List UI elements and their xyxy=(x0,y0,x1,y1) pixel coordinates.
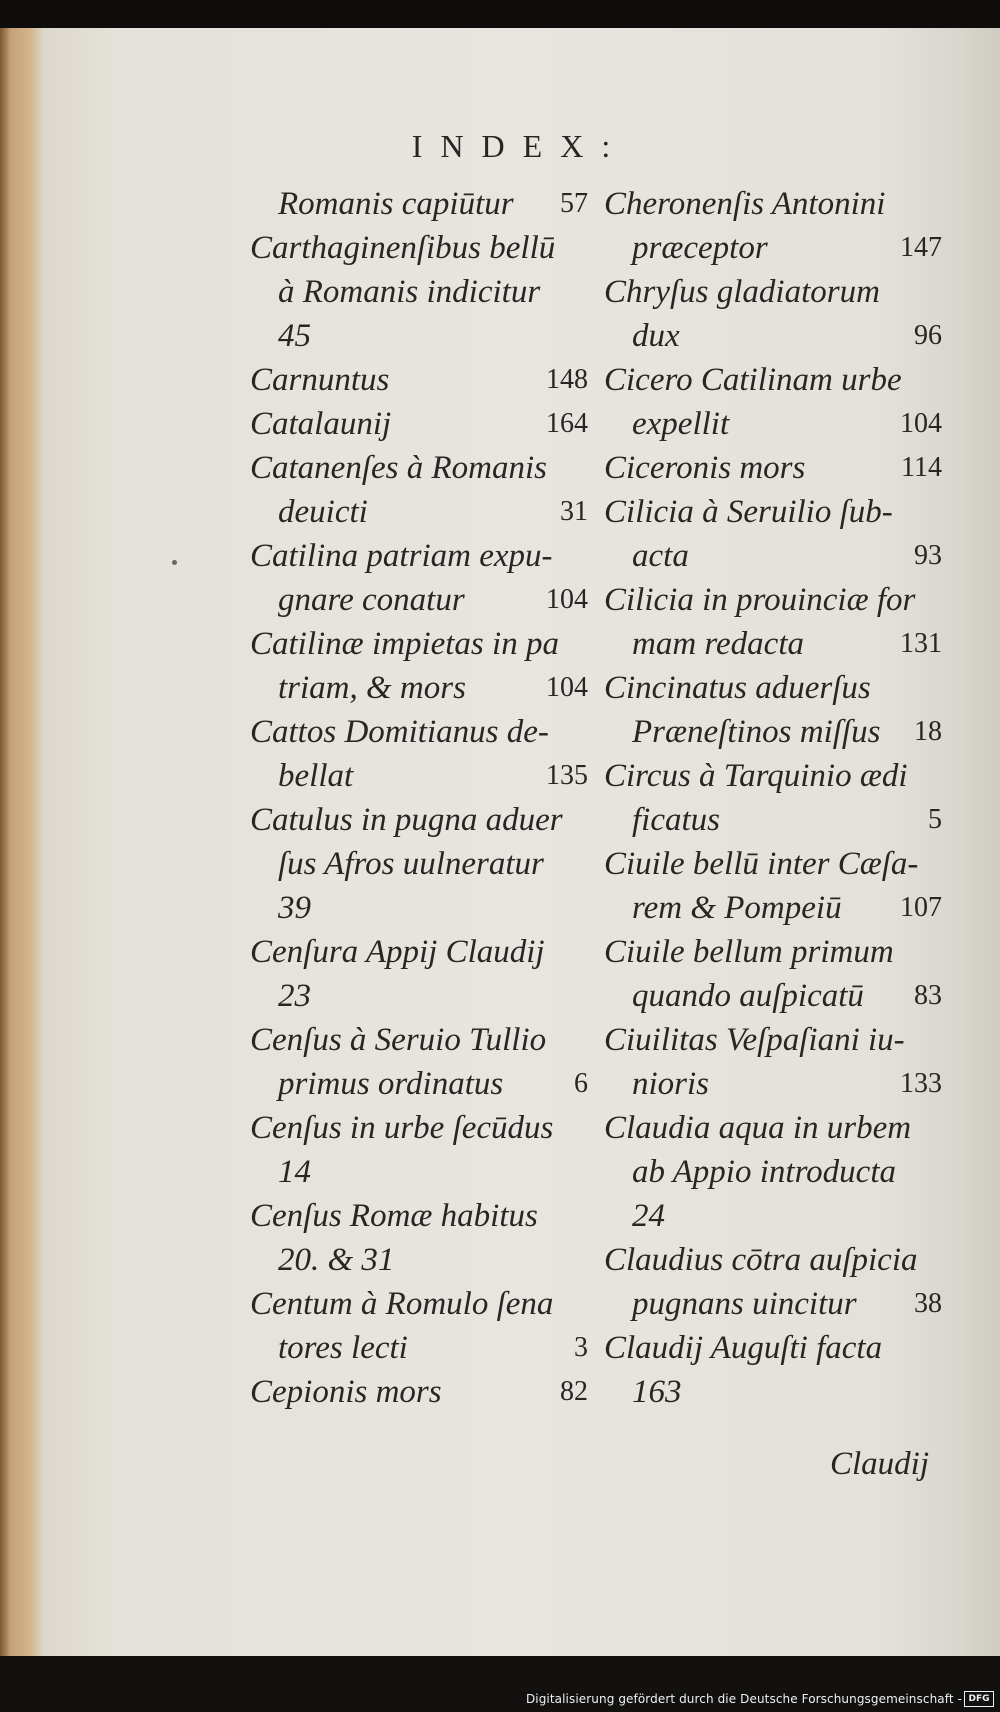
entry-text: acta xyxy=(632,538,689,574)
index-entry xyxy=(604,1018,944,1062)
index-entry xyxy=(604,1106,944,1150)
index-entry xyxy=(604,974,944,1018)
index-entry xyxy=(604,1282,944,1326)
entry-text: expellit xyxy=(632,406,730,442)
index-entry xyxy=(604,710,944,754)
entry-text: Carnuntus xyxy=(250,362,390,398)
index-entry xyxy=(250,578,590,622)
dfg-logo: DFG xyxy=(964,1691,994,1707)
index-entry xyxy=(250,974,590,1018)
entry-page-number: 104 xyxy=(546,672,588,703)
entry-page-number: 96 xyxy=(914,320,942,351)
index-entry xyxy=(604,182,944,226)
entry-page-number: 114 xyxy=(901,452,942,483)
entry-text: 20. & 31 xyxy=(278,1242,395,1278)
entry-text: Claudius cōtra auſpicia xyxy=(604,1242,918,1278)
entry-text: deuicti xyxy=(278,494,368,530)
entry-page-number: 148 xyxy=(546,364,588,395)
index-entry xyxy=(604,886,944,930)
index-entry xyxy=(250,1062,590,1106)
index-entry xyxy=(250,754,590,798)
entry-text: ſus Afros uulneratur xyxy=(278,846,544,882)
index-entry xyxy=(604,1326,944,1370)
entry-text: Cilicia in prouinciæ for xyxy=(604,582,916,618)
entry-text: Ciuilitas Veſpaſiani iu- xyxy=(604,1022,905,1058)
entry-page-number: 93 xyxy=(914,540,942,571)
index-entry xyxy=(250,1018,590,1062)
entry-text: Cattos Domitianus de- xyxy=(250,714,549,750)
entry-page-number: 57 xyxy=(560,188,588,219)
entry-text: nioris xyxy=(632,1066,710,1102)
index-entry xyxy=(604,314,944,358)
entry-page-number: 83 xyxy=(914,980,942,1011)
index-entry xyxy=(250,490,590,534)
entry-text: Cenſura Appij Claudij xyxy=(250,934,545,970)
entry-page-number: 147 xyxy=(900,232,942,263)
index-entry xyxy=(604,534,944,578)
entry-text: Cenſus à Seruio Tullio xyxy=(250,1022,547,1058)
entry-text: Cicero Catilinam urbe xyxy=(604,362,902,398)
entry-page-number: 82 xyxy=(560,1376,588,1407)
entry-text: 45 xyxy=(278,318,311,354)
index-entry xyxy=(250,1238,590,1282)
entry-text: primus ordinatus xyxy=(278,1066,504,1102)
index-entry xyxy=(250,1326,590,1370)
entry-page-number: 104 xyxy=(546,584,588,615)
index-entry xyxy=(604,1238,944,1282)
index-entry xyxy=(604,270,944,314)
index-entry xyxy=(250,1194,590,1238)
entry-text: 39 xyxy=(278,890,311,926)
entry-text: rem & Pompeiū xyxy=(632,890,842,926)
index-entry xyxy=(604,798,944,842)
index-entry xyxy=(250,930,590,974)
entry-text: 163 xyxy=(632,1374,682,1410)
entry-text: tores lecti xyxy=(278,1330,408,1366)
index-entry xyxy=(250,710,590,754)
index-entry xyxy=(250,270,590,314)
entry-page-number: 18 xyxy=(914,716,942,747)
entry-text: Cepionis mors xyxy=(250,1374,442,1410)
index-entry xyxy=(250,358,590,402)
entry-text: dux xyxy=(632,318,680,354)
entry-text: Romanis capiūtur xyxy=(278,186,514,222)
ink-speck xyxy=(172,560,177,565)
index-entry xyxy=(250,534,590,578)
index-entry xyxy=(604,842,944,886)
index-entry xyxy=(604,578,944,622)
entry-text: pugnans uincitur xyxy=(632,1286,857,1322)
entry-text: bellat xyxy=(278,758,354,794)
page-title: INDEX: xyxy=(411,128,629,164)
entry-text: Catulus in pugna aduer xyxy=(250,802,563,838)
entry-page-number: 6 xyxy=(574,1068,588,1099)
index-entry xyxy=(604,490,944,534)
entry-text: triam, & mors xyxy=(278,670,466,706)
entry-page-number: 5 xyxy=(928,804,942,835)
index-entry xyxy=(250,798,590,842)
entry-text: Cenſus in urbe ſecūdus xyxy=(250,1110,554,1146)
entry-text: Cilicia à Seruilio ſub- xyxy=(604,494,893,530)
entry-page-number: 3 xyxy=(574,1332,588,1363)
entry-text: 23 xyxy=(278,978,311,1014)
index-entry xyxy=(604,358,944,402)
index-entry xyxy=(250,1370,590,1414)
entry-text: Circus à Tarquinio ædi xyxy=(604,758,908,794)
index-entry xyxy=(604,1062,944,1106)
entry-text: Cincinatus aduerſus xyxy=(604,670,871,706)
entry-text: quando auſpicatū xyxy=(632,978,864,1014)
entry-text: Chryſus gladiatorum xyxy=(604,274,880,310)
entry-page-number: 133 xyxy=(900,1068,942,1099)
index-entry xyxy=(250,1106,590,1150)
index-entry xyxy=(250,1150,590,1194)
entry-page-number: 135 xyxy=(546,760,588,791)
entry-text: 14 xyxy=(278,1154,311,1190)
entry-text: Præneſtinos miſſus xyxy=(632,714,881,750)
index-entry xyxy=(250,1282,590,1326)
entry-text: Catilinæ impietas in pa xyxy=(250,626,559,662)
entry-text: Catanenſes à Romanis xyxy=(250,450,547,486)
index-entry xyxy=(250,446,590,490)
index-entry xyxy=(604,1194,944,1238)
index-entry xyxy=(604,1370,944,1414)
index-entry xyxy=(604,402,944,446)
entry-text: 24 xyxy=(632,1198,665,1234)
entry-text: Ciceronis mors xyxy=(604,450,806,486)
entry-text: gnare conatur xyxy=(278,582,465,618)
entry-text: Centum à Romulo ſena xyxy=(250,1286,554,1322)
entry-text: Claudia aqua in urbem xyxy=(604,1110,912,1146)
entry-text: Claudij Auguſti facta xyxy=(604,1330,883,1366)
entry-text: Ciuile bellū inter Cæſa- xyxy=(604,846,919,882)
entry-text: ficatus xyxy=(632,802,720,838)
index-entry xyxy=(250,666,590,710)
entry-text: à Romanis indicitur xyxy=(278,274,541,310)
index-entry xyxy=(604,666,944,710)
entry-text: ab Appio introducta xyxy=(632,1154,896,1190)
index-entry xyxy=(604,446,944,490)
footer-credit: Digitalisierung gefördert durch die Deutsche Forschungsgemeinschaft - xyxy=(525,1692,962,1706)
entry-page-number: 38 xyxy=(914,1288,942,1319)
index-entry xyxy=(250,886,590,930)
index-entry xyxy=(604,1150,944,1194)
index-entry xyxy=(250,402,590,446)
index-entry xyxy=(250,622,590,666)
entry-page-number: 131 xyxy=(900,628,942,659)
entry-text: Ciuile bellum primum xyxy=(604,934,894,970)
entry-page-number: 104 xyxy=(900,408,942,439)
index-entry xyxy=(250,314,590,358)
scan-top-border xyxy=(0,0,1000,28)
entry-text: mam redacta xyxy=(632,626,804,662)
entry-text: Carthaginenſibus bellū xyxy=(250,230,556,266)
digitization-footer xyxy=(0,1656,1000,1712)
page-edge-shadow xyxy=(0,28,10,1656)
entry-page-number: 164 xyxy=(546,408,588,439)
entry-text: præceptor xyxy=(632,230,768,266)
entry-text: Cenſus Romæ habitus xyxy=(250,1198,538,1234)
index-entry xyxy=(604,754,944,798)
entry-page-number: 107 xyxy=(900,892,942,923)
index-entry xyxy=(250,226,590,270)
index-entry xyxy=(604,622,944,666)
index-entry xyxy=(250,842,590,886)
index-entry xyxy=(604,226,944,270)
index-entry xyxy=(250,182,590,226)
entry-page-number: 31 xyxy=(560,496,588,527)
index-entry xyxy=(604,930,944,974)
catchword: Claudij xyxy=(830,1446,930,1482)
entry-text: Cheronenſis Antonini xyxy=(604,186,886,222)
entry-text: Catalaunij xyxy=(250,406,392,442)
entry-text: Catilina patriam expu- xyxy=(250,538,553,574)
